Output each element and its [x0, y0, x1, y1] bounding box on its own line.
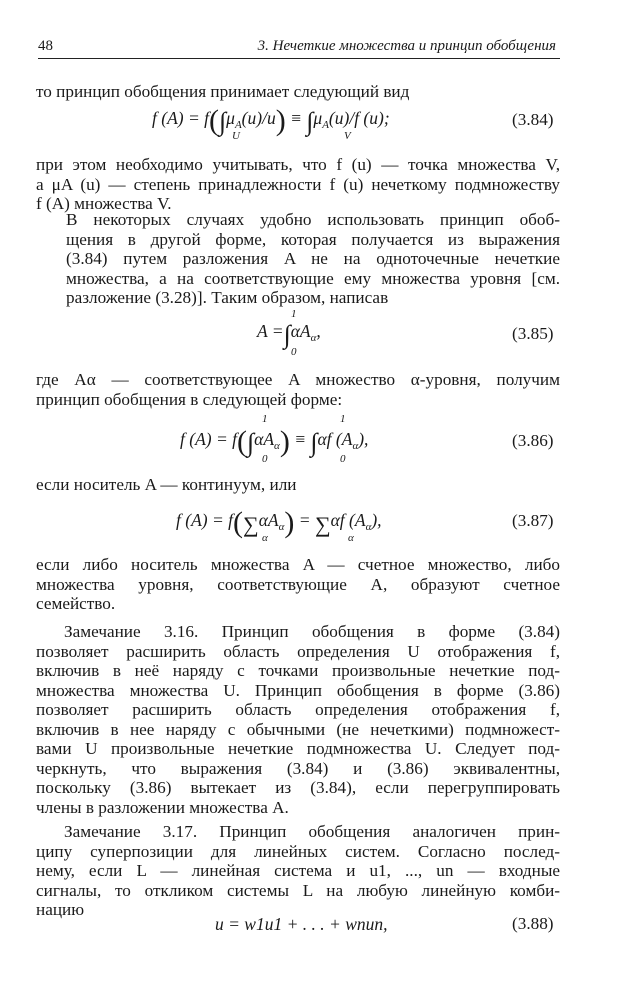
eq386-lower-1: 0: [262, 453, 268, 465]
eq387-sum-sub-1: α: [262, 532, 268, 544]
eq386-upper-2: 1: [340, 413, 346, 425]
page-header: [38, 38, 560, 59]
equation-3-87: f $(A) = f(\sum\alpha A_\alpha) = \sum\alpha f$ $(A_\alpha)$,: [176, 506, 382, 539]
equation-number-3-84: (3.84): [512, 110, 554, 129]
equation-number-3-87: (3.87): [512, 511, 554, 530]
equation-3-86: f $(A) = f(\int\alpha A_\alpha) \equiv \int\alpha f$ $(A_\alpha)$,: [180, 425, 369, 458]
paragraph-5: если носитель A — континуум, или: [36, 475, 297, 494]
equation-number-3-88: (3.88): [512, 914, 554, 933]
eq384-limit-u: U: [232, 130, 240, 142]
running-title: 3. Нечеткие множества и принцип обобщения: [257, 38, 556, 54]
paragraph-6: если либо носитель множества A — счетное множество, либо множества уровня, соответствующие A, образуют счетное семейство.: [36, 555, 560, 613]
equation-number-3-86: (3.86): [512, 431, 554, 450]
paragraph-intro: то принцип обобщения принимает следующий вид: [36, 82, 410, 101]
paragraph-2: при этом необходимо учитывать, что f (u) — точка множества V, а μA (u) — степень принадлежности f (u) нечеткому подмножеству f (A) множества V.: [36, 155, 560, 213]
equation-3-88: u = w1u1 + . . . + wnun,: [215, 914, 388, 934]
remark-3-17: Замечание 3.17. Принцип обобщения аналогичен прин- ципу суперпозиции для линейных систем. Согласно послед- нему, если L — линейная система и u1, ..., un — входные сигналы, то откликом системы L на любую линейную комби- нацию: [36, 822, 560, 919]
eq386-upper-1: 1: [262, 413, 268, 425]
eq386-lower-2: 0: [340, 453, 346, 465]
equation-3-84: f $(A) = f(\int\mu_A(u)/u) \equiv \int\mu_A(u)/f$ (u);: [152, 104, 390, 137]
eq384-limit-v: V: [344, 130, 351, 142]
eq385-upper: 1: [291, 308, 297, 320]
paragraph-3: В некоторых случаях удобно использовать принцип обоб- щения в другой форме, которая получается из выражения (3.84) путем разложения A не на одноточечные нечеткие множества, а на соответствующие ему множества уровня [см. разложение (3.28)]. Таким образом, написав: [66, 210, 560, 307]
page-number: 48: [38, 38, 53, 54]
equation-number-3-85: (3.85): [512, 324, 554, 343]
eq385-lower: 0: [291, 346, 297, 358]
paragraph-4: где Aα — соответствующее A множество α-уровня, получим принцип обобщения в следующей форме:: [36, 370, 560, 409]
eq387-sum-sub-2: α: [348, 532, 354, 544]
remark-3-16: Замечание 3.16. Принцип обобщения в форме (3.84) позволяет расширить область определения U отображения f, включив в неё наряду с точками произвольные нечеткие под- множества множества U. Принцип обобщения в форме (3.86) позволяет расширить область определения отображения f, включив в нее наряду с обычными (не нечеткими) подмножест- вами U произвольные нечеткие подмножества U. Следует под- черкнуть, что выражения (3.84) и (3.86) эквивалентны, поскольку (3.86) вытекает из (3.84), если перегруппировать члены в разложении множества A.: [36, 622, 560, 817]
equation-3-85: $A =\int\alpha A_\alpha$,: [257, 320, 321, 349]
